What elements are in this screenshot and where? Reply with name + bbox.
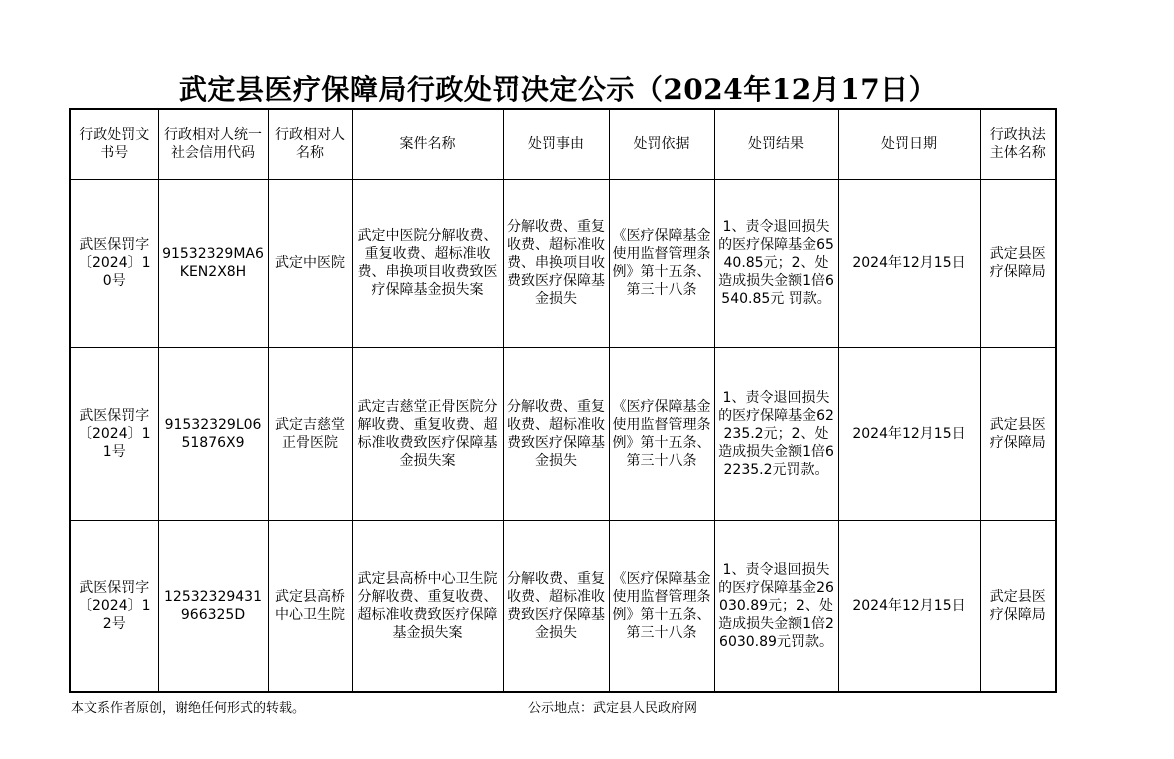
cell-doc-no: 武医保罚字〔2024〕10号 [70, 179, 158, 347]
cell-basis: 《医疗保障基金使用监督管理条例》第十五条、第三十八条 [609, 179, 714, 347]
penalty-table [69, 108, 1057, 693]
header-result: 处罚结果 [714, 109, 838, 179]
cell-case-name: 武定县高桥中心卫生院 分解收费、重复收费、超标准收费致医疗保障基金损失案 [352, 520, 503, 692]
header-date: 处罚日期 [838, 109, 980, 179]
header-basis: 处罚依据 [609, 109, 714, 179]
table-row [70, 179, 1056, 347]
cell-case-name: 武定吉慈堂正骨医院分解收费、重复收费、超标准收费致医疗保障基金损失案 [352, 347, 503, 520]
header-credit-code: 行政相对人统一社会信用代码 [158, 109, 268, 179]
cell-party-name: 武定吉慈堂正骨医院 [268, 347, 352, 520]
cell-authority: 武定县医疗保障局 [980, 179, 1056, 347]
cell-result: 1、责令退回损失的医疗保障基金62235.2元；2、处造成损失金额1倍62235.2元罚款。 [714, 347, 838, 520]
header-party-name: 行政相对人名称 [268, 109, 352, 179]
cell-reason: 分解收费、重复收费、超标准收费致医疗保障基金损失 [503, 520, 609, 692]
cell-date: 2024年12月15日 [838, 347, 980, 520]
header-authority: 行政执法主体名称 [980, 109, 1056, 179]
cell-date: 2024年12月15日 [838, 179, 980, 347]
cell-authority: 武定县医疗保障局 [980, 520, 1056, 692]
cell-party-name: 武定中医院 [268, 179, 352, 347]
cell-credit-code: 12532329431966325D [158, 520, 268, 692]
page-title: 武定县医疗保障局行政处罚决定公示（2024年12月17日） [178, 73, 938, 106]
table-header-row [70, 109, 1056, 179]
cell-authority: 武定县医疗保障局 [980, 347, 1056, 520]
cell-party-name: 武定县高桥中心卫生院 [268, 520, 352, 692]
cell-doc-no: 武医保罚字〔2024〕12号 [70, 520, 158, 692]
cell-credit-code: 91532329MA6KEN2X8H [158, 179, 268, 347]
cell-result: 1、责令退回损失的医疗保障基金6540.85元；2、处造成损失金额1倍6540.85元 罚款。 [714, 179, 838, 347]
cell-doc-no: 武医保罚字〔2024〕11号 [70, 347, 158, 520]
cell-reason: 分解收费、重复收费、超标准收费致医疗保障基金损失 [503, 347, 609, 520]
cell-result: 1、责令退回损失的医疗保障基金26030.89元；2、处造成损失金额1倍26030.89元罚款。 [714, 520, 838, 692]
cell-basis: 《医疗保障基金使用监督管理条例》第十五条、第三十八条 [609, 347, 714, 520]
cell-credit-code: 91532329L0651876X9 [158, 347, 268, 520]
cell-case-name: 武定中医院分解收费、重复收费、超标准收费、串换项目收费致医疗保障基金损失案 [352, 179, 503, 347]
table-row [70, 347, 1056, 520]
cell-reason: 分解收费、重复收费、超标准收费、串换项目收费致医疗保障基金损失 [503, 179, 609, 347]
footer-publication-place: 公示地点：武定县人民政府网 [528, 701, 698, 716]
cell-basis: 《医疗保障基金使用监督管理条例》第十五条、第三十八条 [609, 520, 714, 692]
cell-date: 2024年12月15日 [838, 520, 980, 692]
footer-copyright-note: 本文系作者原创，谢绝任何形式的转载。 [71, 701, 306, 716]
header-case-name: 案件名称 [352, 109, 503, 179]
header-reason: 处罚事由 [503, 109, 609, 179]
table-row [70, 520, 1056, 692]
header-doc-no: 行政处罚文书号 [70, 109, 158, 179]
